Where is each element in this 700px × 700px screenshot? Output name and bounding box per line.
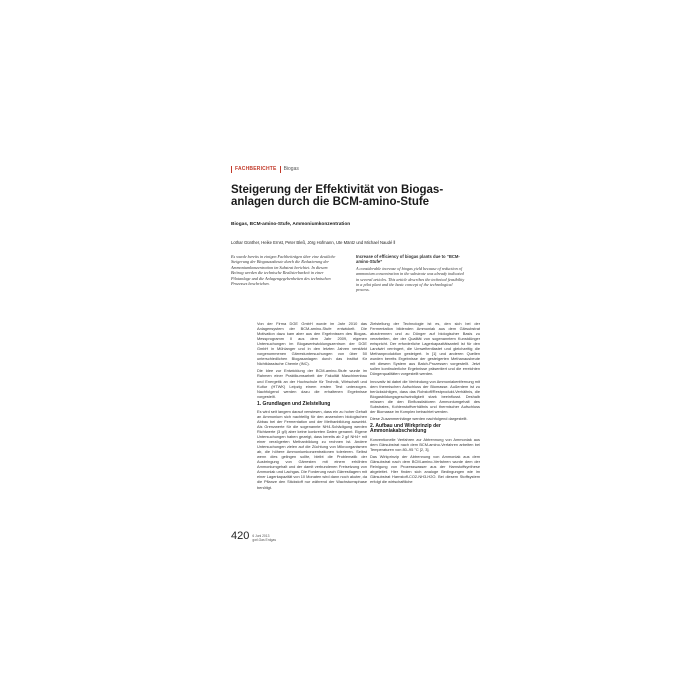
page-number: 420 bbox=[231, 530, 250, 542]
footer-meta bbox=[252, 534, 276, 542]
abstract-english-title: Increase of efficiency of biogas plants due to “BCM-amino-Stufe” bbox=[356, 254, 460, 265]
subsection-label: Biogas bbox=[283, 166, 299, 172]
abstract-english-text: A considerable increase of biogas yield because of reduction of ammonium concentration in the substrate was already indicated in several articles. This article describes the technical feasibility in a pilot plant and the basic concept of the technological process. bbox=[356, 265, 465, 293]
paragraph: Konventionelle Verfahren zur Abtrennung von Ammoniak aus dem Gärsubstrat nach dem BCM-amino-Verfahren arbeiten bei Temperaturen von 80–95 °C [2, 3]. bbox=[370, 436, 480, 452]
section-heading: 2. Aufbau und Wirkprinzip der Ammoniakabscheidung bbox=[370, 422, 441, 435]
paragraph: Es wird seit langem darauf verwiesen, dass ein zu hoher Gehalt an Ammonium sich nachteilig für den anaeroben biologischen Abbau bei der Fermentation und der Methanbildung auswirkt. Als Grenzwerte für die sogenannte NH4-Schädigung werden Richtwerte (3 g/l) aber keine konkreten Daten genannt. Eigene Untersuchungen haben gezeigt, dass bereits ab 2 g/l NH4+ mit einer verzögerten Methanbildung zu rechnen ist. Andere Untersuchungen zielen auf die Züchtung von Mikroorganismen ab, die höhere Ammoniumkonzentrationen tolerieren. Selbst wenn dies gelingen sollte, bleibt die Problematik der Ausbringung von Gärresten mit einem erhöhten Ammoniumgehalt und der damit verbundenen Freisetzung von Ammoniak und Lachgas. Die Forderung nach Gärrestlagern mit einer Lagerkapazität von 10 Monaten wird dann noch akuter, da die Pflanze den Stickstoff nur während der Wachstumsphase benötigt. bbox=[257, 408, 367, 490]
right-column bbox=[370, 321, 480, 486]
journal-name: gwf-Gas Erdgas bbox=[252, 538, 276, 542]
article-authors: Lothar Günther, Heike Ernst, Peter Bleß, Jörg Hofmann, Ute Mäntz und Michael Naudé ll bbox=[231, 240, 396, 245]
abstract-english bbox=[356, 254, 466, 293]
left-column bbox=[257, 321, 367, 492]
paragraph: Diese Zusammenhänge werden nachfolgend dargestellt. bbox=[370, 415, 468, 421]
paragraph: Zielstellung der Technologie ist es, den sich bei der Fermentation bildenden Ammoniak aus dem Gärsubstrat abzutrennen und zu Dünger auf biologischer Basis zu verarbeiten, der der Qualität von sogenanntem Kunstdünger entspricht. Der erforderliche Lagerkapazitätsanteil ist für den Landwirt verringert, die Umweltentlastet und gleichzeitig die Methanproduktion gesteigert. In [1] und anderen Quellen wurden bereits Ergebnisse der gesteigerten Methanausbeute mit diesem System aus Batch-Prozessen vorgestellt. Jetzt sollen kontinuierliche Ergebnisse präsentiert und die erreichten Düngerqualitäten vorgestellt werden. bbox=[370, 321, 480, 377]
section-label: FACHBERICHTE bbox=[235, 166, 277, 172]
paragraph: Von der Firma DGE GmbH wurde im Jahr 2010 das Anlagensystem der BCM-amino-Stufe entwickelt. Die Motivation dazu kam aber aus den Ergebnissen des Biogas-Messprogramm II aus dem Jahr 2009, eigenen Untersuchungen im Biogasentwicklungszentrum der DGE GmbH in Mühlanger und in den letzten Jahren verstärkt vorgenommenen Gärrestuntersuchungen von über 50 unterschiedlichen Biogasanlagen durch das Institut für Nichtklassische Chemie (INC). bbox=[257, 321, 367, 367]
issue-date: 6 Juni 2013 bbox=[252, 534, 270, 538]
page-footer bbox=[231, 531, 276, 542]
section-heading: 1. Grundlagen und Zielstellung bbox=[257, 400, 331, 407]
section-header bbox=[231, 165, 299, 173]
paragraph: Das Wirkprinzip der Abtrennung von Ammoniak aus dem Gärsubstrat nach dem BCM-amino-Verfahren wurde dem der Reinigung von Prozesswasser aus der Harnstoffsynthese abgeleitet. Hier finden sich analoge Bedingungen wie im Gärsubstrat Harnstoff-CO2-NH3-H2O. Bei diesem Stoffsystem erfolgt die wirtschaftliche bbox=[370, 453, 480, 484]
article-title: Steigerung der Effektivität von Biogasanlagen durch die BCM-amino-Stufe bbox=[231, 184, 444, 208]
paragraph: Die Idee zur Entwicklung der BCM-amino-Stufe wurde im Rahmen einer Praktikumsarbeit der Fakultät Maschinenbau und Energetik an der Hochschule für Technik, Wirtschaft und Kultur (HTWK) Leipzig einem ersten Test unterzogen. Nachfolgend werden dazu die erhaltenen Ergebnisse vorgestellt. bbox=[257, 368, 367, 399]
header-divider bbox=[231, 166, 232, 173]
abstract-german: Es wurde bereits in einigen Fachbeiträgen über eine deutliche Steigerung der Biogasausbeute durch die Reduzierung der Ammoniumkonzentration im Substrat berichtet. In diesem Beitrag werden die technische Realisierbarkeit in einer Pilotanlage und die Anlagengegebenheiten des technischen Prozesses beschrieben. bbox=[231, 254, 336, 287]
header-divider bbox=[280, 166, 281, 173]
article-keywords: Biogas, BCM-amino-Stufe, Ammoniumkonzentration bbox=[231, 222, 351, 227]
paragraph: Innovativ ist dabei die Verbindung von Ammoniakentfernung mit dem thermischen Aufschluss der Biomasse. Außerdem ist zu berücksichtigen, dass das Rohstoff/Restprodukt-Verhältnis, die Biogasbildungsgeschwindigkeit stark beeinflusst. Deshalb müssen die den Einflussfaktoren Ammoniumgehalt des Substrates, Kohlenstoffverhältnis und thermischer Aufschluss der Biomasse im Komplex betrachtet werden. bbox=[370, 378, 480, 414]
